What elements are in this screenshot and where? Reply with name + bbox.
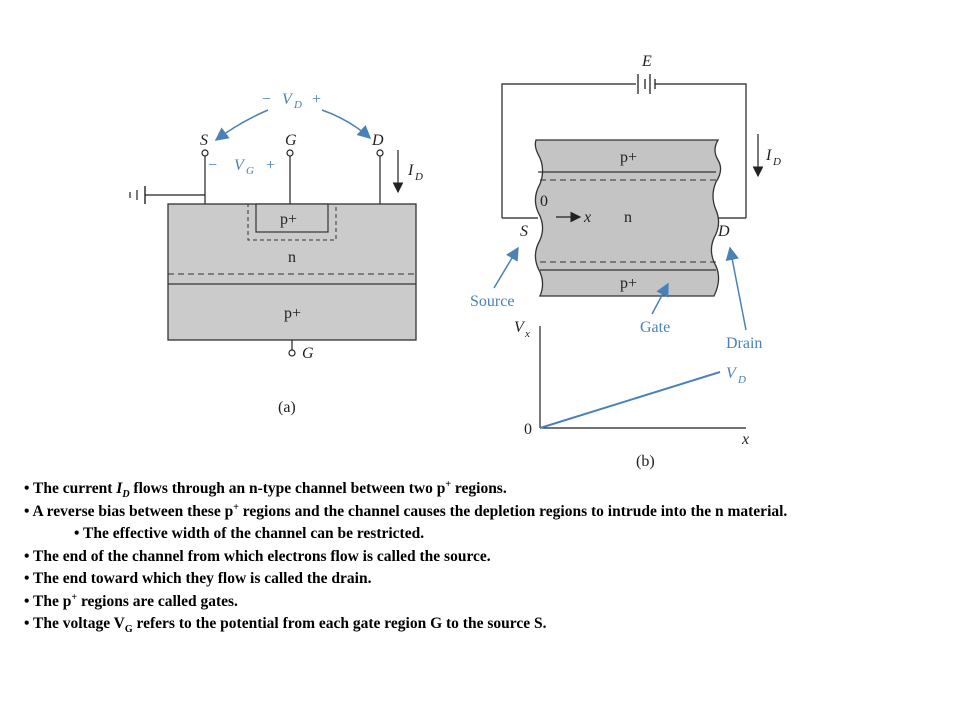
- bullet-2-post: regions and the channel causes the depletion regions to intrude into the n material.: [238, 502, 788, 520]
- bullet-7-post: refers to the potential from each gate region G to the source S.: [132, 615, 547, 632]
- vd-label: V: [282, 91, 292, 108]
- vg-minus: −: [208, 157, 218, 174]
- plot-origin: 0: [524, 421, 532, 438]
- x-direction-label: x: [584, 209, 592, 226]
- caption-a: (a): [278, 399, 296, 416]
- bottom-gate-label-b: p+: [620, 275, 638, 292]
- bullet-4: • The end of the channel from which electrons flow is called the source.: [24, 547, 491, 565]
- vd-label-sub: D: [294, 99, 302, 111]
- id-label-sub: D: [415, 171, 423, 183]
- source-callout: Source: [470, 293, 515, 310]
- bullet-2: [24, 501, 912, 524]
- terminal-g-bottom: [289, 350, 295, 356]
- terminal-d: [377, 150, 383, 156]
- plot-y-label-sub: x: [525, 328, 530, 340]
- bullet-list: [24, 478, 912, 636]
- vd-arrow-right: [322, 110, 370, 138]
- terminal-s: [202, 150, 208, 156]
- bullet-7-sub: G: [124, 624, 133, 636]
- bottom-gate-label: p+: [284, 305, 302, 322]
- origin-label-b: 0: [540, 193, 548, 210]
- id-label: I: [408, 162, 414, 179]
- id-label-b-sub: D: [773, 156, 781, 168]
- terminal-g: [287, 150, 293, 156]
- terminal-d-label: D: [372, 132, 384, 149]
- channel-label: n: [288, 249, 296, 266]
- bullet-7: [24, 613, 912, 636]
- drain-callout-arrow: [730, 248, 746, 330]
- bullet-1: [24, 478, 912, 501]
- bullet-7-pre: • The voltage V: [24, 615, 125, 632]
- plot-y-label: V: [514, 319, 524, 336]
- gate-callout: Gate: [640, 319, 671, 336]
- vd-arrow-left: [216, 110, 268, 140]
- vd-minus: −: [262, 91, 272, 108]
- terminal-g-label: G: [285, 132, 297, 149]
- drain-callout: Drain: [726, 335, 763, 352]
- bullet-1-post: flows through an n-type channel between two p: [129, 480, 446, 497]
- vx-line-label: V: [726, 365, 736, 382]
- caption-b: (b): [636, 453, 655, 470]
- source-callout-arrow: [494, 248, 518, 288]
- channel-label-b: n: [624, 209, 632, 226]
- vd-plus: +: [312, 91, 322, 108]
- vg-plus: +: [266, 157, 276, 174]
- figure-a: [130, 91, 423, 416]
- bullet-6-post: regions are called gates.: [77, 592, 238, 610]
- bullet-1-pre: • The current: [24, 480, 117, 497]
- vg-label: V: [234, 157, 244, 174]
- bullet-3: • The effective width of the channel can be restricted.: [74, 525, 425, 542]
- bullet-6-pre: • The p: [24, 592, 72, 610]
- top-gate-label: p+: [280, 211, 298, 228]
- terminal-d-label-b: D: [718, 223, 730, 240]
- vx-line: [540, 372, 720, 428]
- battery-label: E: [642, 53, 652, 70]
- bullet-1-sup: +: [445, 478, 452, 490]
- terminal-g-bottom-label: G: [302, 345, 314, 362]
- bullet-1-sym: I: [116, 480, 123, 497]
- bullet-1-post2: regions.: [451, 480, 507, 497]
- vx-line-label-sub: D: [738, 374, 746, 386]
- bullet-6-sup: +: [71, 591, 78, 603]
- terminal-s-label: S: [200, 132, 208, 149]
- bullet-1-sub: D: [122, 489, 130, 501]
- top-gate-label-b: p+: [620, 149, 638, 166]
- vg-label-sub: G: [246, 165, 254, 177]
- bullet-6: [24, 591, 912, 614]
- bullet-5: • The end toward which they flow is called the drain.: [24, 570, 372, 587]
- bullet-2-sup: +: [233, 501, 239, 513]
- bullet-2-pre: • A reverse bias between these p: [24, 502, 234, 520]
- id-label-b: I: [766, 147, 772, 164]
- plot-x-label: x: [742, 431, 750, 448]
- figure-b: [470, 53, 781, 470]
- terminal-s-label-b: S: [520, 223, 528, 240]
